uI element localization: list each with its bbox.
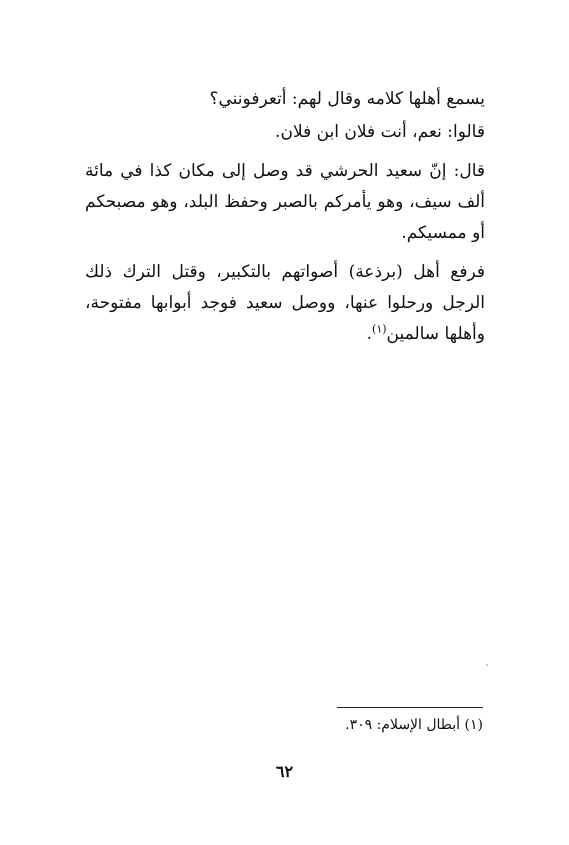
paragraph-1: يسمع أهلها كلامه وقال لهم: أتعرفونني؟ (209, 89, 485, 109)
footnote-reference: (١) (372, 322, 387, 336)
paragraph-4-end: . (366, 324, 373, 344)
page-number: ٦٢ (275, 762, 294, 781)
footnote-separator (337, 707, 483, 708)
body-text (85, 84, 485, 350)
page-speck (486, 664, 488, 666)
paragraph-4-text: فرفع أهل (برذعة) أصواتهم بالتكبير، وقتل الترك ذلك الرجل ورحلوا عنها، ووصل سعيد فوجد أبوابها مفتوحة، وأهلها سالمين (85, 262, 485, 344)
paragraph-3: قال: إنّ سعيد الحرشي قد وصل إلى مكان كذا في مائة ألف سيف، وهو يأمركم بالصبر وحفظ البلد، وهو مصبحكم أو ممسيكم. (85, 161, 485, 243)
paragraph-2: قالوا: نعم، أنت فلان ابن فلان. (275, 122, 485, 142)
paragraph-4 (85, 257, 485, 350)
footnote: (١) أبطال الإسلام: ٣٠٩. (345, 717, 483, 733)
